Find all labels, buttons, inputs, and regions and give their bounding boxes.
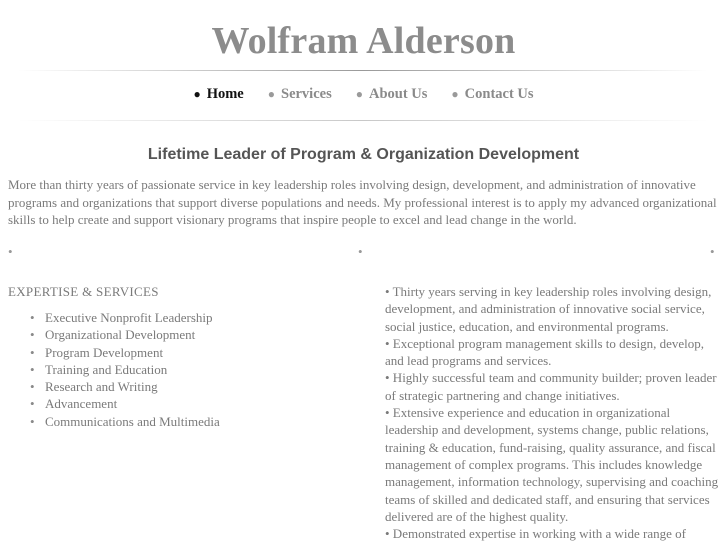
list-item: • Advancement (28, 395, 220, 412)
bullet-icon: ● (355, 87, 363, 101)
nav-home-label: Home (206, 86, 244, 102)
highlight-paragraph: • Extensive experience and education in organizational leadership and development, systems change, public relations, training & education, fund-raising, quality assurance, and fiscal management of complex programs. This includes knowledge management, information technology, supervising and coaching teams of skilled and dedicated staff, and ensuring that services delivered are of the highest quality. (385, 405, 719, 524)
list-item: • Communications and Multimedia (28, 413, 220, 430)
nav-about-us[interactable] (356, 85, 428, 103)
highlights-column (385, 283, 719, 542)
nav-home[interactable] (193, 85, 243, 103)
nav-contact-us-label: Contact Us (464, 86, 534, 102)
list-item: • Program Development (28, 344, 220, 361)
page-headline: Lifetime Leader of Program & Organization Development (147, 146, 580, 163)
site-title: Wolfram Alderson (211, 20, 516, 62)
main-nav (0, 85, 727, 103)
header-divider (18, 70, 708, 71)
bullet-icon: ● (193, 87, 201, 101)
intro-paragraph: More than thirty years of passionate service in key leadership roles involving design, development, and administration of innovative programs and organizations that support diverse populations and needs. My professional interest is to apply my advanced organizational skills to help create and support visionary programs that inspire people to excel and lead change in the world. (8, 177, 717, 227)
services-list (28, 309, 220, 430)
list-item: • Organizational Development (28, 326, 220, 343)
nav-divider (18, 120, 708, 121)
column-marker-icon: • (8, 244, 13, 259)
list-item: • Research and Writing (28, 378, 220, 395)
column-marker-icon: • (358, 244, 363, 259)
nav-contact-us[interactable] (451, 85, 533, 103)
nav-services[interactable] (268, 85, 332, 103)
highlight-paragraph: • Exceptional program management skills to design, develop, and lead programs and services. (385, 335, 705, 369)
nav-services-label: Services (281, 86, 332, 102)
highlight-paragraph: • Demonstrated expertise in working with a wide range of (385, 526, 686, 542)
column-marker-icon: • (710, 244, 715, 259)
bullet-icon: ● (267, 87, 275, 101)
bullet-icon: ● (451, 87, 459, 101)
nav-about-us-label: About Us (368, 86, 428, 102)
list-item: • Executive Nonprofit Leadership (28, 309, 220, 326)
highlight-paragraph: • Thirty years serving in key leadership roles involving design, development, and administration of innovative social service, social justice, education, and environmental programs. (385, 284, 712, 334)
list-item: • Training and Education (28, 361, 220, 378)
highlight-paragraph: • Highly successful team and community builder; proven leader of strategic partnering and change initiatives. (385, 370, 717, 403)
expertise-heading: EXPERTISE & SERVICES (8, 284, 159, 299)
